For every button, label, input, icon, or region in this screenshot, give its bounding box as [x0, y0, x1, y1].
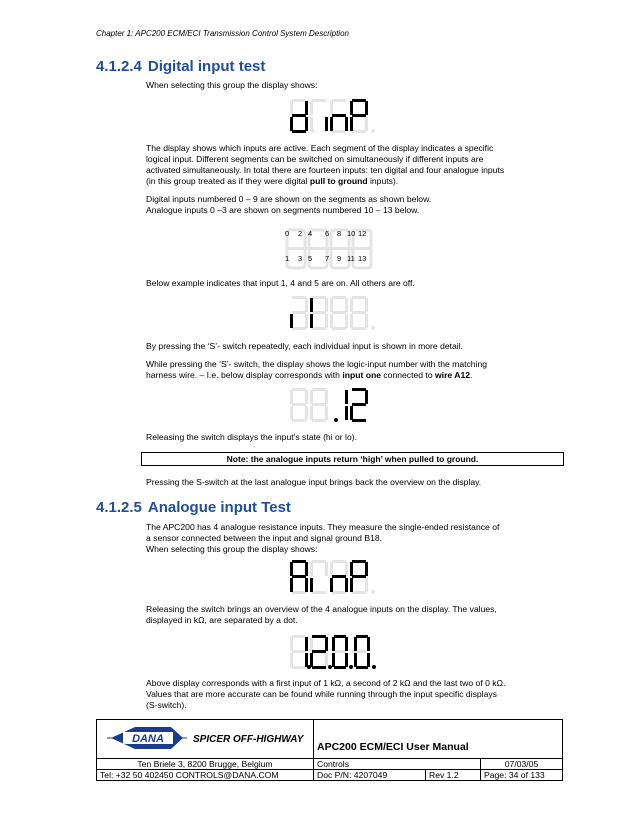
chapter-header: Chapter 1: APC200 ECM/ECI Transmission Control System Description — [96, 29, 349, 38]
footer-date: 07/03/05 — [481, 759, 563, 770]
footer-address: Ten Briele 3, 8200 Brugge, Belgium — [97, 759, 314, 770]
display-analogue-values — [288, 633, 378, 671]
display-inputs-example — [288, 294, 378, 332]
section-heading-analogue-input: 4.1.2.5 Analogue input Test — [96, 499, 291, 516]
paragraph: Pressing the S-switch at the last analogue input brings back the overview on the display. — [146, 477, 482, 487]
note-box: Note: the analogue inputs return ‘high’ when pulled to ground. — [141, 452, 564, 466]
manual-title: APC200 ECM/ECI User Manual — [314, 720, 563, 759]
footer-rev: Rev 1.2 — [426, 770, 481, 781]
footer-table — [96, 719, 563, 781]
paragraph: Above display corresponds with a first input of 1 kΩ, a second of 2 kΩ and the last two of 0 kΩ. Values that are more accurate can be found while running through the input specific displays (S-switch). — [146, 678, 506, 710]
paragraph: The display shows which inputs are active. Each segment of the display indicates a specific logical input. Different segments can be switched on simultaneously if different inputs are activated simultaneously. In total there are fourteen inputs: ten digital and four analogue inputs (in this group treated as if they were digital pull to ground inputs). — [146, 143, 505, 186]
paragraph: While pressing the ‘S’- switch, the display shows the logic-input number with the matching harness wire. – I.e. below display corresponds with input one connected to wire A12. — [146, 359, 488, 380]
section-heading-digital-input: 4.1.2.4 Digital input test — [96, 58, 266, 75]
paragraph: Digital inputs numbered 0 – 9 are shown on the segments as shown below. Analogue inputs 0 –3 are shown on segments numbered 10 – 13 below. — [146, 194, 432, 215]
paragraph: When selecting this group the display shows: — [146, 80, 318, 90]
logo-text: DANA — [132, 733, 164, 745]
display-dinp — [288, 97, 378, 135]
footer-docpn: Doc P/N: 4207049 — [314, 770, 426, 781]
footer-dept: Controls — [314, 759, 481, 770]
paragraph: Releasing the switch displays the input’s state (hi or lo). — [146, 432, 357, 442]
footer-contact: Tel: +32 50 402450 CONTROLS@DANA.COM — [97, 770, 314, 781]
footer-logo-cell — [97, 720, 314, 759]
paragraph: By pressing the ‘S’- switch repeatedly, each individual input is shown in more detail. — [146, 341, 464, 351]
paragraph: The APC200 has 4 analogue resistance inputs. They measure the single-ended resistance of a sensor connected between the input and signal ground B18. When selecting this group the display shows: — [146, 522, 500, 554]
dana-logo — [105, 721, 305, 755]
paragraph: Releasing the switch brings an overview of the 4 analogue inputs on the display. The values, displayed in kΩ, are separated by a dot. — [146, 604, 497, 625]
paragraph: Below example indicates that input 1, 4 and 5 are on. All others are off. — [146, 278, 415, 288]
display-input-wire — [288, 386, 378, 424]
footer-page: Page: 34 of 133 — [481, 770, 563, 781]
brand-text: SPICER OFF-HIGHWAY — [193, 734, 304, 745]
display-ainp — [288, 558, 378, 596]
